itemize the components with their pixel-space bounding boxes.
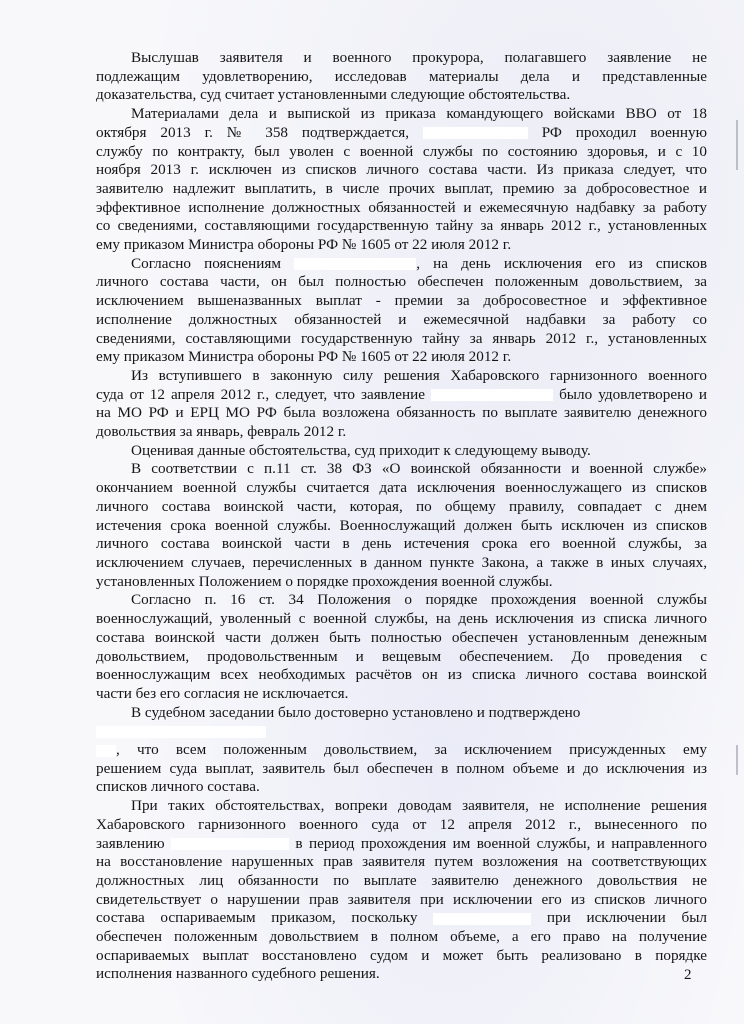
text-line: Материалами дела и выпиской из приказа командующего войсками ВВО от 18	[131, 105, 707, 123]
text-line: исключением вышеназванных выплат - премии за добросовестное и эффективное	[96, 292, 707, 310]
text-line: эффективное исполнение должностных обязанностей и ежемесячную надбавку за работу	[96, 198, 707, 216]
text-line: военнослужащим всех необходимых расчётов он из списка личного состава воинской	[96, 666, 707, 684]
text-segment: суда от 12 апреля 2012 г., следует, что заявление	[96, 385, 425, 403]
text-segment: что всем положенным довольствием, за исключением присужденных ему	[137, 741, 708, 759]
text-line: заявителю надлежит выплатить, в числе прочих выплат, премию за добросовестное и	[96, 179, 707, 197]
text-line: личного состава части, он был полностью обеспечен положенным довольствием, за	[96, 273, 707, 291]
text-line: ноября 2013 г. исключен из списков личного состава части. Из приказа следует, что	[96, 161, 707, 179]
text-line: Оценивая данные обстоятельства, суд приходит к следующему выводу.	[131, 441, 591, 459]
text-line	[96, 124, 707, 143]
text-line: личного состава воинской части в день истечения срока его военной службы, за	[96, 535, 707, 553]
text-line: исполнение должностных обязанностей и ежемесячной надбавки за работу со	[96, 310, 707, 328]
text-line	[96, 255, 707, 274]
text-line: В соответствии с п.11 ст. 38 ФЗ «О воинской обязанности и военной службе»	[131, 460, 707, 478]
text-segment: РФ проходил военную	[541, 123, 708, 141]
text-line: довольствием, продовольственным и вещевым обеспечением. До проведения с	[96, 647, 707, 665]
text-segment: в период прохождения им военной службы, и направленного	[295, 834, 707, 852]
text-line	[96, 909, 707, 928]
text-line: части без его согласия не исключается.	[96, 684, 349, 702]
text-line: состава воинской части должен быть полностью обеспечен установленным денежным	[96, 628, 707, 646]
text-segment: ,	[116, 741, 120, 759]
text-line: довольствия за январь, февраль 2012 г.	[96, 423, 347, 441]
text-line: Согласно п. 16 ст. 34 Положения о порядке прохождения военной службы	[131, 591, 707, 609]
text-line: на восстановление нарушенных прав заявителя путем возложения на соответствующих	[96, 853, 707, 871]
redacted-name	[423, 127, 528, 139]
text-segment: заявлению	[96, 834, 165, 852]
text-line: обеспечен положенным довольствием в полном объеме, а его право на получение	[96, 928, 707, 946]
text-line: подлежащим удовлетворению, исследовав материалы дела и представленные	[96, 67, 707, 85]
text-segment: при исключении был	[546, 909, 708, 927]
text-line: ему приказом Министра обороны РФ № 1605 от 22 июля 2012 г.	[96, 348, 512, 366]
text-line: на МО РФ и ЕРЦ МО РФ была возложена обязанность по выплате заявителю денежного	[96, 404, 707, 422]
scan-edge-mark	[736, 120, 738, 170]
text-line: личного состава воинской части, которая, по общему правилу, совпадает с днем	[96, 497, 707, 515]
text-line: исключением случаев, перечисленных в данном пункте Закона, а также в иных случаях,	[96, 553, 707, 571]
text-line: Выслушав заявителя и военного прокурора, полагавшего заявление не	[131, 49, 707, 66]
text-line: ему приказом Министра обороны РФ № 1605 от 22 июля 2012 г.	[96, 236, 512, 254]
text-line: установленных Положением о порядке прохождения военной службы.	[96, 572, 553, 590]
scan-edge-mark	[736, 745, 738, 775]
text-line	[96, 835, 707, 854]
redacted-name	[171, 838, 289, 850]
text-segment: , на день исключения его из списков	[416, 254, 708, 272]
text-line: со сведениями, составляющими государственную тайну за январь 2012 г., установленных	[96, 217, 707, 235]
text-line	[96, 704, 707, 741]
redacted-name	[96, 726, 266, 738]
text-line: При таких обстоятельствах, вопреки доводам заявителя, не исполнение решения	[131, 797, 707, 815]
text-line: сведениями, составляющими государственную тайну за январь 2012 г., установленных	[96, 329, 707, 347]
redacted-name	[433, 913, 531, 925]
text-line: военнослужащий, уволенный с военной службы, на день исключения из списка личного	[96, 610, 707, 628]
text-line: решением суда выплат, заявитель был обеспечен в полном объеме и до исключения из	[96, 759, 707, 777]
redacted-name	[431, 389, 553, 401]
redacted-name	[294, 258, 416, 270]
document-body	[96, 49, 707, 984]
text-line: исполнения названного судебного решения.	[96, 965, 380, 983]
text-line	[96, 386, 707, 405]
text-line: Хабаровского гарнизонного военного суда от 12 апреля 2012 г., вынесенного по	[96, 815, 707, 833]
text-segment: состава оспариваемым приказом, поскольку	[96, 909, 418, 927]
text-line: свидетельствует о нарушении прав заявителя при исключении его из списков личного	[96, 890, 707, 908]
page-number: 2	[684, 967, 692, 983]
text-line: окончанием военной службы считается дата исключения военнослужащего из списков	[96, 479, 707, 497]
text-line	[96, 741, 707, 760]
text-segment: В судебном заседании было достоверно установлено и подтверждено	[131, 703, 581, 721]
text-segment: октября 2013 г. № 358 подтверждается,	[96, 123, 409, 141]
text-line: службу по контракту, был уволен с военной службы по состоянию здоровья, и с 10	[96, 142, 707, 160]
text-line: должностных лиц обязанности по выплате заявителю денежного довольствия не	[96, 871, 707, 889]
text-line: Из вступившего в законную силу решения Хабаровского гарнизонного военного	[131, 366, 707, 384]
redacted-name	[96, 745, 116, 757]
text-line: списков личного состава.	[96, 778, 260, 796]
text-segment: было удовлетворено и	[559, 385, 708, 403]
text-segment: Согласно пояснениям	[131, 254, 282, 272]
text-line: истечения срока военной службы. Военнослужащий должен быть исключен из списков	[96, 516, 707, 534]
text-line: оспариваемых выплат восстановлено судом и может быть реализовано в порядке	[96, 946, 707, 964]
text-line: доказательства, суд считает установленными следующие обстоятельства.	[96, 86, 571, 104]
